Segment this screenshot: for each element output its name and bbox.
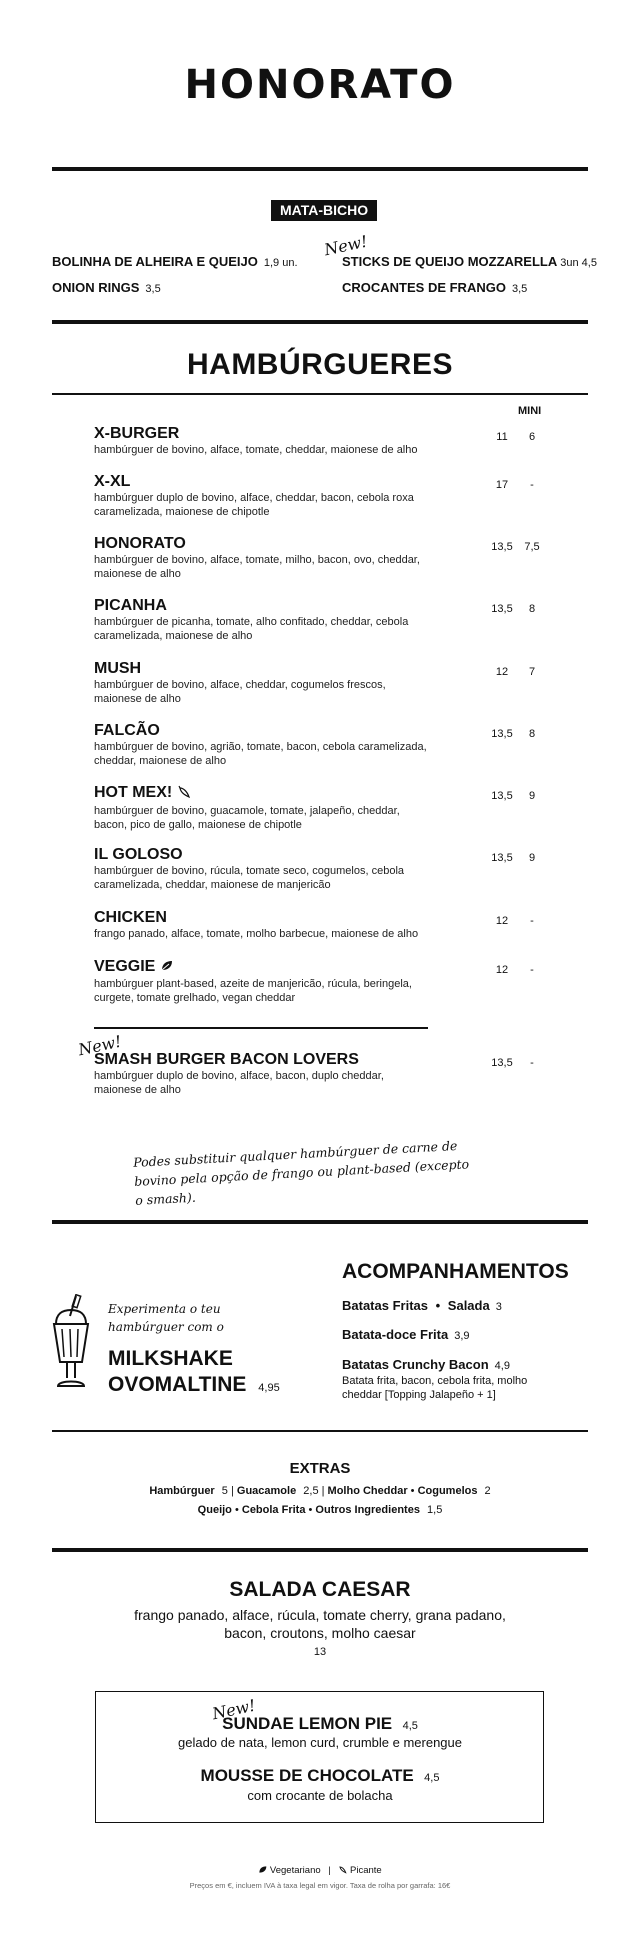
item-desc: frango panado, alface, tomate, molho barbecue, maionese de alho xyxy=(94,928,419,940)
chili-icon xyxy=(338,1865,347,1877)
item-desc: hambúrguer de bovino, alface, tomate, milho, bacon, ovo, cheddar, maionese de alho xyxy=(94,554,420,580)
item-price: 13,5 xyxy=(491,1057,513,1069)
divider xyxy=(52,167,588,171)
item-price: 11 xyxy=(496,431,508,443)
item-name: HOT MEX! xyxy=(94,784,173,801)
menu-item xyxy=(94,425,434,457)
leaf-icon xyxy=(258,1865,267,1877)
separator-dot: • xyxy=(435,1298,441,1313)
item-name: CROCANTES DE FRANGO xyxy=(342,280,506,295)
item-name: IL GOLOSO xyxy=(94,846,183,863)
item-price: 17 xyxy=(495,479,509,491)
item-price-mini: - xyxy=(530,964,534,976)
menu-item xyxy=(342,1298,502,1313)
menu-item xyxy=(94,958,434,1005)
item-price-mini: 7,5 xyxy=(524,541,540,553)
menu-item xyxy=(342,1357,510,1372)
menu-item xyxy=(94,784,434,832)
item-name: STICKS DE QUEIJO MOZZARELLA xyxy=(342,254,558,269)
menu-item xyxy=(94,473,434,519)
dessert-item xyxy=(0,1766,640,1786)
menu-item xyxy=(52,254,298,269)
menu-item xyxy=(94,1051,394,1097)
item-name: PICANHA xyxy=(94,597,167,614)
item-name: Batatas Crunchy Bacon xyxy=(342,1357,489,1372)
item-desc: hambúrguer de bovino, alface, cheddar, cogumelos frescos, maionese de alho xyxy=(94,679,386,705)
dessert-price: 4,5 xyxy=(402,1720,418,1732)
item-price: 13,5 xyxy=(491,790,513,802)
menu-item xyxy=(94,535,434,581)
divider xyxy=(52,393,588,395)
menu-item xyxy=(94,722,434,768)
item-price: 3 xyxy=(495,1301,502,1313)
item-price-mini: 8 xyxy=(528,728,536,740)
extra-price: 2,5 xyxy=(303,1485,319,1497)
item-price: 12 xyxy=(495,964,509,976)
item-name: BOLINHA DE ALHEIRA E QUEIJO xyxy=(52,254,258,269)
legal-note: Preços em €, incluem IVA à taxa legal em vigor. Taxa de rolha por garrafa: 16€ xyxy=(189,1881,451,1890)
item-name: VEGGIE xyxy=(94,958,156,975)
item-price: 3,9 xyxy=(454,1330,470,1342)
extra-name: Cebola Frita xyxy=(241,1504,306,1516)
dessert-desc: com crocante de bolacha xyxy=(247,1788,393,1803)
item-name: X-XL xyxy=(94,473,131,490)
section-title-sides: ACOMPANHAMENTOS xyxy=(342,1260,569,1283)
item-price: 13,5 xyxy=(491,541,513,553)
legend xyxy=(0,1865,640,1877)
item-name: X-BURGER xyxy=(94,425,180,442)
item-name: CHICKEN xyxy=(94,909,167,926)
item-price: 13,5 xyxy=(491,728,513,740)
extra-name: Guacamole xyxy=(236,1485,297,1497)
extra-name: Cogumelos xyxy=(417,1485,478,1497)
item-price: 3,5 xyxy=(511,283,528,295)
new-tag: New! xyxy=(76,1031,124,1060)
divider xyxy=(52,1430,588,1432)
item-desc: hambúrguer duplo de bovino, alface, cheddar, bacon, cebola roxa caramelizada, maionese de chipotle xyxy=(94,492,414,518)
item-price-mini: - xyxy=(530,479,534,491)
item-price-mini: 7 xyxy=(528,666,536,678)
item-price: 3,5 xyxy=(145,283,161,295)
item-name-row xyxy=(94,784,434,804)
item-price: 3un 4,5 xyxy=(560,257,597,269)
section-badge-matabicho: MATA-BICHO xyxy=(271,200,377,221)
menu-item xyxy=(94,660,434,706)
salad-desc: frango panado, alface, rúcula, tomate cherry, grana padano, bacon, croutons, molho caesar xyxy=(134,1607,506,1641)
item-price: 12 xyxy=(495,666,509,678)
item-price: 13,5 xyxy=(491,603,513,615)
item-price: 4,9 xyxy=(494,1360,510,1372)
section-title-burgers: HAMBÚRGUERES xyxy=(186,348,453,381)
brand-title: HONORATO xyxy=(184,62,456,108)
menu-item xyxy=(52,280,161,295)
extra-name: Outros Ingredientes xyxy=(315,1504,420,1516)
item-name: Salada xyxy=(447,1298,490,1313)
salad-price: 13 xyxy=(313,1646,327,1658)
mini-column-header: MINI xyxy=(518,405,542,417)
dessert-name: SUNDAE LEMON PIE xyxy=(222,1714,393,1733)
item-desc: hambúrguer de bovino, guacamole, tomate, jalapeño, cheddar, bacon, pico de gallo, maionese de chipotle xyxy=(94,805,400,831)
divider xyxy=(94,1027,428,1029)
dessert-name: MOUSSE DE CHOCOLATE xyxy=(200,1766,414,1785)
menu-item xyxy=(94,597,434,643)
dessert-price: 4,5 xyxy=(424,1772,440,1784)
legend-veg: Vegetariano xyxy=(269,1865,321,1876)
item-name: FALCÃO xyxy=(94,722,160,739)
menu-item xyxy=(342,1327,470,1342)
extra-name: Hambúrguer xyxy=(149,1485,215,1497)
milkshake-invite: Experimenta o teu hambúrguer com o xyxy=(108,1302,224,1334)
milkshake-name xyxy=(108,1346,280,1401)
item-desc: hambúrguer de bovino, alface, tomate, cheddar, maionese de alho xyxy=(94,444,418,456)
dessert-item xyxy=(0,1714,640,1734)
legend-spicy: Picante xyxy=(350,1865,382,1876)
extra-price: 2 xyxy=(484,1485,491,1497)
item-desc: hambúrguer duplo de bovino, alface, bacon, duplo cheddar, maionese de alho xyxy=(94,1070,384,1096)
menu-item xyxy=(94,846,434,892)
item-name-row xyxy=(94,958,434,977)
extra-price: 5 xyxy=(221,1485,228,1497)
item-desc: hambúrguer plant-based, azeite de manjericão, rúcula, beringela, curgete, tomate grelhado, vegan cheddar xyxy=(94,978,412,1004)
item-price-mini: - xyxy=(530,915,534,927)
divider xyxy=(52,320,588,324)
extras-line-1: Hambúrguer 5 | Guacamole 2,5 | Molho Cheddar • Cogumelos 2 xyxy=(149,1485,491,1497)
item-price: 12 xyxy=(495,915,509,927)
item-price-mini: 6 xyxy=(528,431,536,443)
substitution-note: Podes substituir qualquer hambúrguer de carne de bovino pela opção de frango ou plant-based (excepto o smash). xyxy=(132,1137,470,1208)
menu-item xyxy=(342,280,527,295)
item-desc: hambúrguer de bovino, agrião, tomate, bacon, cebola caramelizada, cheddar, maionese de alho xyxy=(94,741,427,767)
item-desc: hambúrguer de bovino, rúcula, tomate seco, cogumelos, cebola caramelizada, cheddar, maionese de manjericão xyxy=(94,865,405,891)
dessert-desc: gelado de nata, lemon curd, crumble e merengue xyxy=(177,1735,462,1750)
menu-item xyxy=(94,909,454,941)
divider xyxy=(52,1548,588,1552)
section-title-extras: EXTRAS xyxy=(289,1460,351,1477)
extra-name: Molho Cheddar xyxy=(327,1485,408,1497)
menu-item xyxy=(342,254,597,269)
item-name: Batatas Fritas xyxy=(342,1298,428,1313)
item-name: HONORATO xyxy=(94,535,186,552)
milkshake-icon xyxy=(50,1294,92,1397)
milkshake-name-line2: OVOMALTINE xyxy=(108,1373,247,1396)
section-title-salad: SALADA CAESAR xyxy=(229,1578,411,1601)
item-desc: hambúrguer de picanha, tomate, alho confitado, cheddar, cebola caramelizada, maionese de alho xyxy=(94,616,409,642)
item-desc: Batata frita, bacon, cebola frita, molho cheddar [Topping Jalapeño + 1] xyxy=(342,1375,528,1401)
item-price-mini: - xyxy=(530,1057,534,1069)
milkshake-price: 4,95 xyxy=(258,1382,280,1394)
item-name: Batata-doce Frita xyxy=(342,1327,449,1342)
divider xyxy=(52,1220,588,1224)
item-price: 13,5 xyxy=(491,852,513,864)
item-name: SMASH BURGER BACON LOVERS xyxy=(94,1051,359,1068)
chili-icon xyxy=(177,785,191,804)
desserts-box xyxy=(95,1691,544,1823)
extra-price: 1,5 xyxy=(427,1504,443,1516)
item-price-mini: 9 xyxy=(528,790,536,802)
legend-sep: | xyxy=(328,1865,331,1876)
item-price-mini: 9 xyxy=(528,852,536,864)
new-tag: New! xyxy=(322,231,370,260)
extra-name: Queijo xyxy=(197,1504,232,1516)
leaf-icon xyxy=(160,959,173,977)
item-name: ONION RINGS xyxy=(52,280,140,295)
item-price: 1,9 un. xyxy=(263,257,298,269)
milkshake-name-line1: MILKSHAKE xyxy=(108,1347,233,1370)
item-name: MUSH xyxy=(94,660,142,677)
item-price-mini: 8 xyxy=(528,603,536,615)
milkshake-name-row xyxy=(108,1372,280,1401)
new-tag: New! xyxy=(210,1695,258,1724)
extras-line-2: Queijo • Cebola Frita • Outros Ingredientes 1,5 xyxy=(197,1504,443,1516)
